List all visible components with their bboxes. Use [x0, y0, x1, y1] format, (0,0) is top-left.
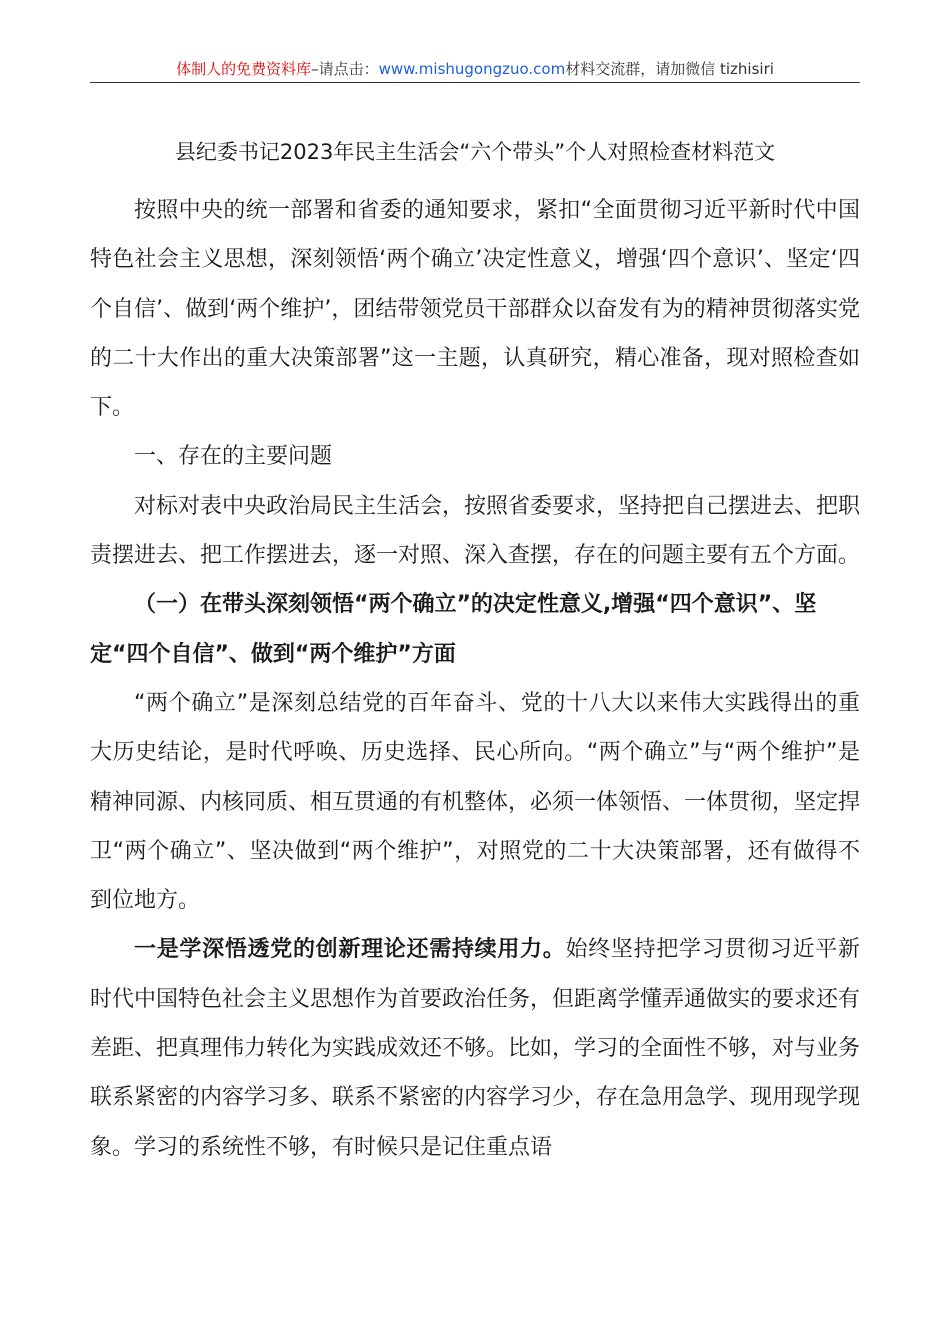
subsection-paragraph: “两个确立”是深刻总结党的百年奋斗、党的十八大以来伟大实践得出的重大历史结论，是时代呼唤、历史选择、民心所向。“两个确立”与“两个维护”是精神同源、内核同质、相互贯通的有机整体，必须一体领悟、一体贯彻，坚定捍卫“两个确立”、坚决做到“两个维护”，对照党的二十大决策部署，还有做得不到位地方。	[90, 690, 861, 914]
section-intro-paragraph: 对标对表中央政治局民主生活会，按照省委要求，坚持把自己摆进去、把职责摆进去、把工作摆进去，逐一对照、深入查摆，存在的问题主要有五个方面。	[90, 493, 861, 569]
point-body: 始终坚持把学习贯彻习近平新时代中国特色社会主义思想作为首要政治任务，但距离学懂弄通做实的要求还有差距、把真理伟力转化为实践成效还不够。比如，学习的全面性不够，对与业务联系紧密的内容学习多、联系不紧密的内容学习少，存在急用急学、现用现学现象。学习的系统性不够，有时候只是记住重点语	[90, 937, 861, 1160]
intro-paragraph: 按照中央的统一部署和省委的通知要求，紧扣“全面贯彻习近平新时代中国特色社会主义思想，深刻领悟‘两个确立’决定性意义，增强‘四个意识’、坚定‘四个自信’、做到‘两个维护’，团结带领党员干部群众以奋发有为的精神贯彻落实党的二十大作出的重大决策部署”这一主题，认真研究，精心准备，现对照检查如下。	[90, 198, 860, 421]
header-prompt: –请点击：	[311, 60, 379, 78]
point-lead: 一是学深悟透党的创新理论还需持续用力。	[134, 937, 566, 963]
header-contact: 材料交流群，请加微信 tizhisiri	[565, 60, 774, 78]
section-heading: 一、存在的主要问题	[134, 444, 333, 470]
subsection-heading: （一）在带头深刻领悟“两个确立”的决定性意义,增强“四个意识”、坚定“四个自信”、做到“两个维护”方面	[90, 592, 817, 667]
header-link[interactable]: www.mishugongzuo.com	[378, 60, 566, 78]
page-header	[90, 56, 860, 83]
document-body	[90, 186, 860, 1172]
document-title: 县纪委书记2023年民主生活会“六个带头”个人对照检查材料范文	[174, 140, 776, 164]
header-brand: 体制人的免费资料库	[176, 60, 312, 78]
point-paragraph	[90, 925, 860, 1171]
